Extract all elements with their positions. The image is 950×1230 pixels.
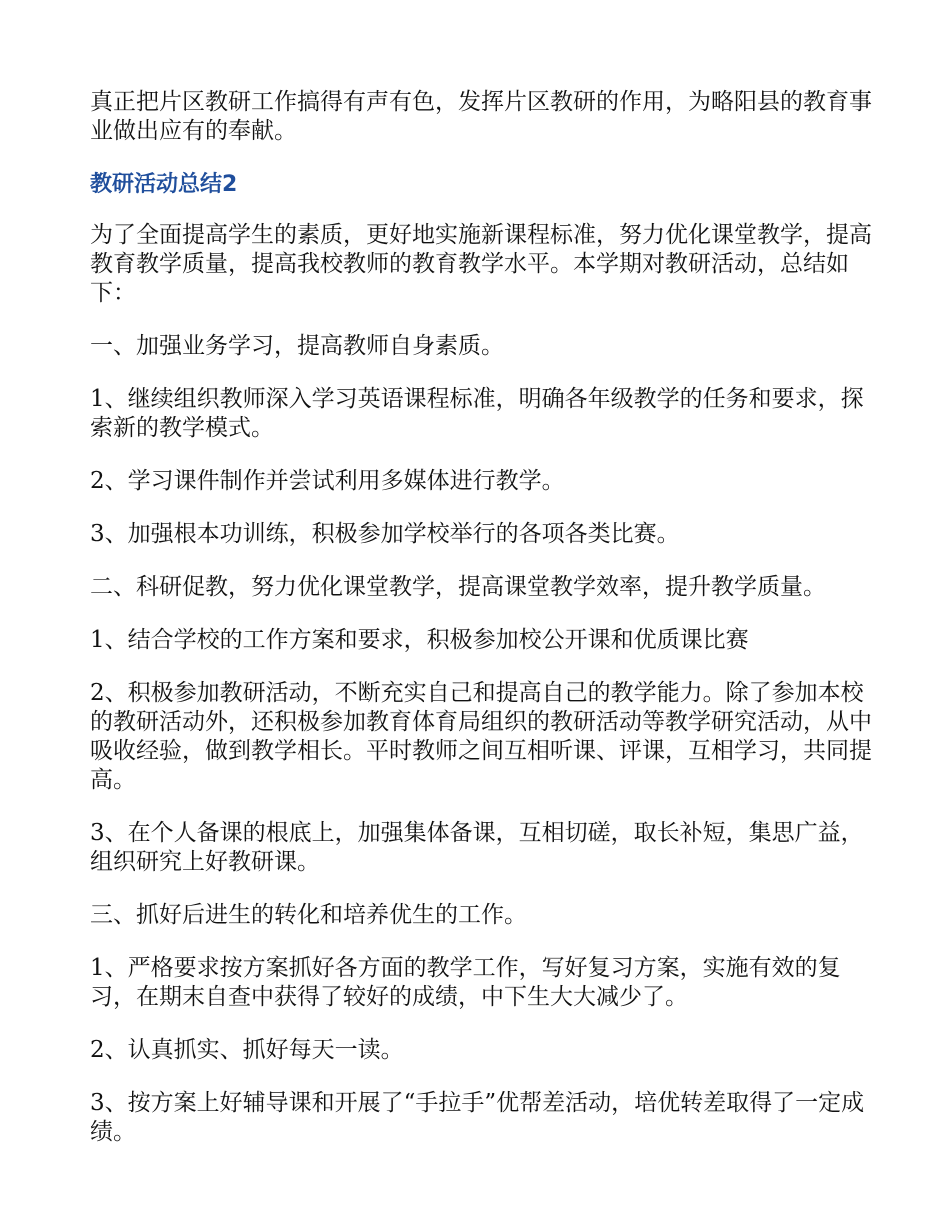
paragraph-item: 1、严格要求按方案抓好各方面的教学工作，写好复习方案，实施有效的复习，在期末自查中获得了较好的成绩，中下生大大减少了。 — [90, 955, 841, 1010]
paragraph-item: 3、在个人备课的根底上，加强集体备课，互相切磋，取长补短，集思广益，组织研究上好教研课。 — [90, 820, 864, 875]
paragraph-item: 2、学习课件制作并尝试利用多媒体进行教学。 — [90, 468, 565, 494]
paragraph-item: 1、结合学校的工作方案和要求，积极参加校公开课和优质课比赛 — [90, 627, 749, 653]
paragraph-summary-intro: 为了全面提高学生的素质，更好地实施新课程标准，努力优化课堂教学，提高教育教学质量，提高我校教师的教育教学水平。本学期对教研活动，总结如下： — [90, 222, 872, 306]
paragraph-section-one: 一、加强业务学习，提高教师自身素质。 — [90, 333, 504, 359]
paragraph-section-two: 二、科研促教，努力优化课堂教学，提高课堂教学效率，提升教学质量。 — [90, 574, 826, 600]
paragraph-item: 2、积极参加教研活动，不断充实自己和提高自己的教学能力。除了参加本校的教研活动外，还积极参加教育体育局组织的教研活动等教学研究活动，从中吸收经验，做到教学相长。平时教师之间互相听课、评课，互相学习，共同提高。 — [90, 680, 872, 793]
paragraph-item: 3、加强根本功训练，积极参加学校举行的各项各类比赛。 — [90, 521, 680, 547]
paragraph-item: 1、继续组织教师深入学习英语课程标准，明确各年级教学的任务和要求，探索新的教学模式。 — [90, 386, 864, 441]
section-heading: 教研活动总结2 — [90, 172, 238, 197]
paragraph-item: 2、认真抓实、抓好每天一读。 — [90, 1037, 404, 1063]
intro-paragraph: 真正把片区教研工作搞得有声有色，发挥片区教研的作用，为略阳县的教育事业做出应有的奉献。 — [90, 89, 872, 144]
paragraph-item: 3、按方案上好辅导课和开展了“手拉手”优帮差活动，培优转差取得了一定成绩。 — [90, 1090, 865, 1145]
document-page — [90, 88, 880, 1171]
paragraph-section-three: 三、抓好后进生的转化和培养优生的工作。 — [90, 902, 527, 928]
